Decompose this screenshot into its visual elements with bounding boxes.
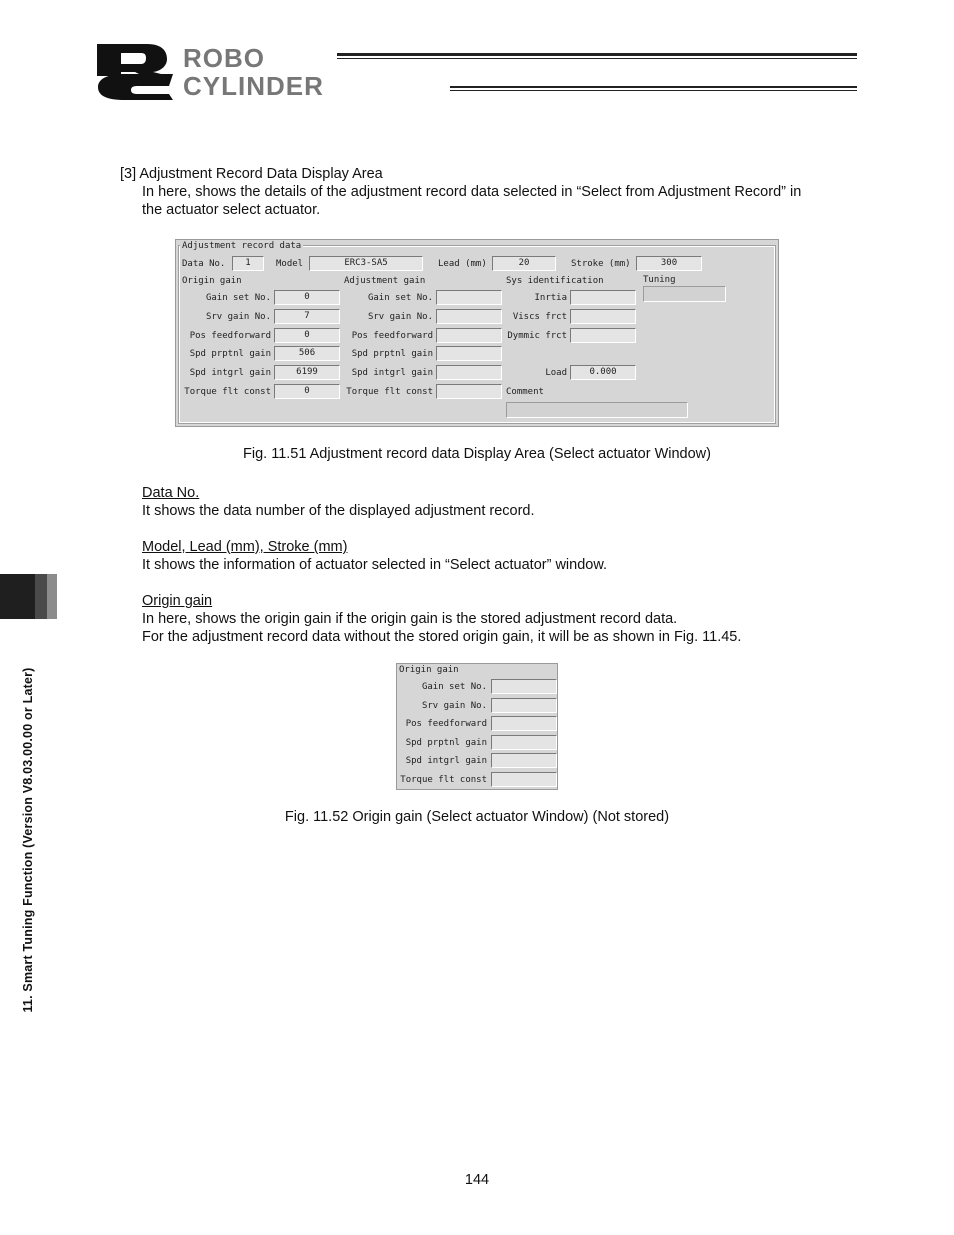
section-intro-line2: the actuator select actuator. bbox=[142, 202, 321, 218]
dymmic-frct-field bbox=[570, 328, 636, 343]
origin-srv-gain-no-field: 7 bbox=[274, 309, 340, 324]
sys-identification-title: Sys identification bbox=[506, 276, 604, 286]
data-no-field: 1 bbox=[232, 256, 264, 271]
origin-gain-description-2: For the adjustment record data without the stored origin gain, it will be as shown in Fig. 11.45. bbox=[142, 629, 742, 645]
adj-pos-feedforward-field bbox=[436, 328, 502, 343]
origin-srv-gain-no-label: Srv gain No. bbox=[205, 312, 271, 322]
adj-spd-intgrl-gain-field bbox=[436, 365, 502, 380]
inrtia-label: Inrtia bbox=[534, 293, 567, 303]
spd-prptnl-gain-label: Spd prptnl gain bbox=[405, 738, 487, 748]
adj-torque-flt-const-field bbox=[436, 384, 502, 399]
spd-prptnl-gain-field bbox=[491, 735, 557, 750]
adj-srv-gain-no-field bbox=[436, 309, 502, 324]
dymmic-frct-label: Dymmic frct bbox=[507, 331, 567, 341]
comment-field bbox=[506, 402, 688, 418]
logo-word-cylinder: CYLINDER bbox=[183, 71, 324, 101]
data-no-description: It shows the data number of the displayed adjustment record. bbox=[142, 503, 535, 519]
adj-pos-feedforward-label: Pos feedforward bbox=[351, 331, 433, 341]
origin-gain-panel bbox=[396, 663, 558, 790]
gain-set-no-field bbox=[491, 679, 557, 694]
gain-set-no-label: Gain set No. bbox=[421, 682, 487, 692]
tuning-title: Tuning bbox=[643, 275, 676, 285]
data-no-label: Data No. bbox=[182, 259, 226, 269]
model-label: Model bbox=[276, 259, 304, 269]
origin-gain-title: Origin gain bbox=[182, 276, 242, 286]
rc-monogram-icon bbox=[95, 42, 440, 102]
origin-spd-intgrl-gain-field: 6199 bbox=[274, 365, 340, 380]
adj-spd-prptnl-gain-field bbox=[436, 346, 502, 361]
model-description: It shows the information of actuator selected in “Select actuator” window. bbox=[142, 557, 608, 573]
stroke-label: Stroke (mm) bbox=[571, 259, 631, 269]
pos-feedforward-field bbox=[491, 716, 557, 731]
adj-gain-set-no-label: Gain set No. bbox=[367, 293, 433, 303]
origin-gain-panel-title: Origin gain bbox=[399, 665, 459, 675]
header-rule bbox=[337, 53, 857, 56]
page-number: 144 bbox=[464, 1172, 490, 1188]
origin-gain-set-no-label: Gain set No. bbox=[205, 293, 271, 303]
load-field: 0.000 bbox=[570, 365, 636, 380]
figure-caption: Fig. 11.52 Origin gain (Select actuator Window) (Not stored) bbox=[284, 809, 670, 825]
adj-spd-intgrl-gain-label: Spd intgrl gain bbox=[351, 368, 433, 378]
tuning-field bbox=[643, 286, 726, 302]
stroke-field: 300 bbox=[636, 256, 702, 271]
origin-gain-set-no-field: 0 bbox=[274, 290, 340, 305]
origin-spd-prptnl-gain-label: Spd prptnl gain bbox=[189, 349, 271, 359]
adjustment-gain-title: Adjustment gain bbox=[344, 276, 426, 286]
section-intro-line1: In here, shows the details of the adjustment record data selected in “Select from Adjustment Record” in bbox=[142, 184, 802, 200]
viscs-frct-field bbox=[570, 309, 636, 324]
pos-feedforward-label: Pos feedforward bbox=[405, 719, 487, 729]
spd-intgrl-gain-field bbox=[491, 753, 557, 768]
section-heading: [3] Adjustment Record Data Display Area bbox=[120, 166, 383, 182]
header-rule bbox=[450, 86, 857, 88]
robo-cylinder-logo bbox=[95, 42, 440, 102]
torque-flt-const-label: Torque flt const bbox=[400, 775, 487, 785]
origin-gain-description-1: In here, shows the origin gain if the origin gain is the stored adjustment record data. bbox=[142, 611, 678, 627]
group-title: Adjustment record data bbox=[182, 241, 302, 251]
origin-pos-feedforward-label: Pos feedforward bbox=[189, 331, 271, 341]
load-label: Load bbox=[545, 368, 567, 378]
srv-gain-no-label: Srv gain No. bbox=[421, 701, 487, 711]
srv-gain-no-field bbox=[491, 698, 557, 713]
model-field: ERC3-SA5 bbox=[309, 256, 423, 271]
model-heading: Model, Lead (mm), Stroke (mm) bbox=[142, 539, 348, 555]
adj-torque-flt-const-label: Torque flt const bbox=[346, 387, 433, 397]
viscs-frct-label: Viscs frct bbox=[512, 312, 567, 322]
origin-spd-intgrl-gain-label: Spd intgrl gain bbox=[189, 368, 271, 378]
header-rule bbox=[450, 90, 857, 91]
inrtia-field bbox=[570, 290, 636, 305]
spd-intgrl-gain-label: Spd intgrl gain bbox=[405, 756, 487, 766]
origin-pos-feedforward-field: 0 bbox=[274, 328, 340, 343]
adj-srv-gain-no-label: Srv gain No. bbox=[367, 312, 433, 322]
lead-field: 20 bbox=[492, 256, 556, 271]
data-no-heading: Data No. bbox=[142, 485, 200, 501]
chapter-side-title: 11. Smart Tuning Function (Version V8.03.00.00 or Later) bbox=[21, 667, 35, 1013]
lead-label: Lead (mm) bbox=[438, 259, 487, 269]
comment-label: Comment bbox=[506, 387, 544, 397]
logo-word-robo: ROBO bbox=[183, 43, 265, 73]
adjustment-record-panel bbox=[175, 239, 779, 427]
origin-torque-flt-const-field: 0 bbox=[274, 384, 340, 399]
adj-spd-prptnl-gain-label: Spd prptnl gain bbox=[351, 349, 433, 359]
origin-torque-flt-const-label: Torque flt const bbox=[184, 387, 271, 397]
origin-gain-heading: Origin gain bbox=[142, 593, 213, 609]
origin-spd-prptnl-gain-field: 506 bbox=[274, 346, 340, 361]
torque-flt-const-field bbox=[491, 772, 557, 787]
header-rule bbox=[337, 58, 857, 59]
figure-caption: Fig. 11.51 Adjustment record data Display Area (Select actuator Window) bbox=[243, 446, 711, 462]
adj-gain-set-no-field bbox=[436, 290, 502, 305]
chapter-tab bbox=[0, 574, 57, 619]
